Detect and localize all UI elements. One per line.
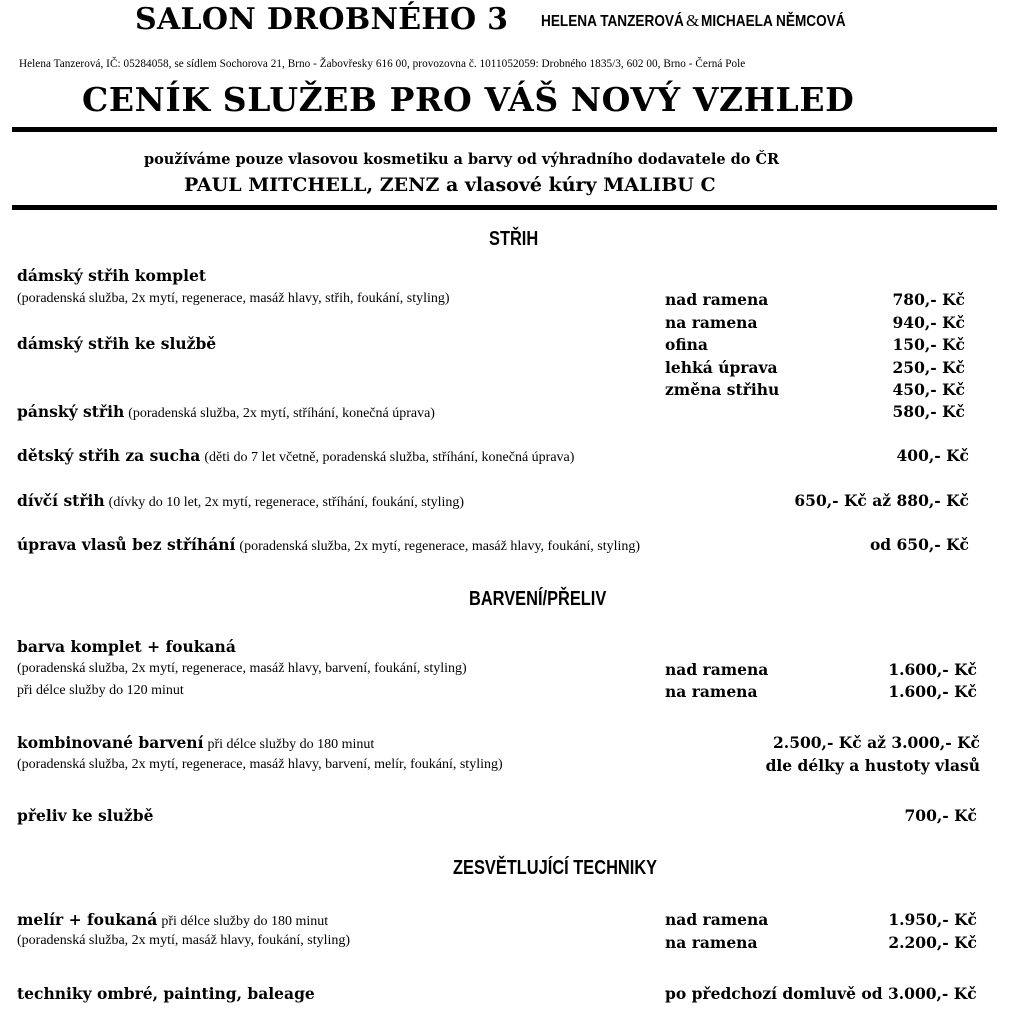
length-option: nad ramena [665, 910, 769, 929]
service-row [17, 446, 574, 466]
length-option: nad ramena [665, 660, 769, 679]
service-description: (poradenská služba, 2x mytí, regenerace, masáž hlavy, střih, foukání, styling) [17, 291, 450, 306]
owners-ampersand: & [686, 11, 700, 30]
service-name: dívčí střih [17, 491, 105, 510]
service-name: dětský střih za sucha [17, 446, 201, 465]
service-price: 580,- Kč [892, 402, 965, 421]
service-name: dámský střih komplet [17, 266, 206, 285]
service-price: 250,- Kč [892, 358, 965, 377]
price-note: dle délky a hustoty vlasů [765, 756, 980, 775]
tagline: používáme pouze vlasovou kosmetiku a barvy od výhradního dodavatele do ČR [144, 151, 780, 168]
service-price: od 650,- Kč [869, 535, 969, 554]
divider [12, 205, 997, 210]
service-price: 1.600,- Kč [888, 660, 977, 679]
service-name: barva komplet + foukaná [17, 637, 236, 656]
divider [12, 127, 997, 132]
service-name: melír + foukaná [17, 910, 158, 929]
page-title: CENÍK SLUŽEB PRO VÁŠ NOVÝ VZHLED [82, 80, 855, 119]
service-price: 700,- Kč [904, 806, 977, 825]
service-price: 2.500,- Kč až 3.000,- Kč [773, 733, 980, 752]
section-heading: ZESVĚTLUJÍCÍ TECHNIKY [453, 857, 658, 879]
service-row [17, 910, 328, 930]
service-name: kombinované barvení [17, 733, 204, 752]
service-option: lehká úprava [665, 358, 778, 377]
owner-name: HELENA TANZEROVÁ [541, 13, 684, 30]
section-heading: STŘIH [489, 228, 539, 250]
service-duration: při délce služby do 120 minut [17, 683, 184, 698]
service-description: (poradenská služba, 2x mytí, regenerace, masáž hlavy, barvení, foukání, styling) [17, 661, 467, 676]
service-description: (dívky do 10 let, 2x mytí, regenerace, stříhání, foukání, styling) [108, 495, 465, 510]
section-heading: BARVENÍ/PŘELIV [469, 588, 607, 610]
length-option: na ramena [665, 313, 758, 332]
length-option: nad ramena [665, 290, 769, 309]
service-price: 450,- Kč [892, 380, 965, 399]
service-price: 650,- Kč až 880,- Kč [794, 491, 969, 510]
length-option: na ramena [665, 933, 758, 952]
service-name: dámský střih ke službě [17, 334, 217, 353]
service-duration: při délce služby do 180 minut [207, 737, 375, 752]
service-description: (poradenská služba, 2x mytí, masáž hlavy, foukání, styling) [17, 933, 351, 948]
service-option: ofina [665, 335, 708, 354]
service-price: 2.200,- Kč [888, 933, 977, 952]
service-description: (děti do 7 let včetně, poradenská služba, stříhání, konečná úprava) [204, 450, 575, 465]
service-option: změna střihu [665, 380, 780, 399]
service-name: úprava vlasů bez stříhání [17, 535, 236, 554]
service-price: 940,- Kč [892, 313, 965, 332]
service-price: 1.950,- Kč [888, 910, 977, 929]
service-description: (poradenská služba, 2x mytí, regenerace, masáž hlavy, foukání, styling) [239, 539, 641, 554]
service-name: přeliv ke službě [17, 806, 154, 825]
service-price: 1.600,- Kč [888, 682, 977, 701]
service-row [17, 733, 374, 753]
service-duration: při délce služby do 180 minut [161, 914, 329, 929]
service-description: (poradenská služba, 2x mytí, stříhání, konečná úprava) [128, 406, 435, 421]
service-price: po předchozí domluvě od 3.000,- Kč [665, 984, 977, 1003]
salon-address: Helena Tanzerová, IČ: 05284058, se sídlem Sochorova 21, Brno - Žabovřesky 616 00, provozovna č. 1011052059: Drobného 1835/3, 602 00, Brno - Černá Pole [19, 58, 746, 70]
service-row [17, 402, 435, 422]
service-price: 150,- Kč [892, 335, 965, 354]
salon-name: SALON DROBNÉHO 3 [135, 2, 509, 37]
service-price: 400,- Kč [896, 446, 969, 465]
service-name: techniky ombré, painting, baleage [17, 984, 315, 1003]
service-row [17, 491, 464, 511]
service-price: 780,- Kč [892, 290, 965, 309]
owner-name: MICHAELA NĚMCOVÁ [701, 13, 846, 30]
service-description: (poradenská služba, 2x mytí, regenerace, masáž hlavy, barvení, melír, foukání, styling) [17, 757, 503, 772]
service-name: pánský střih [17, 402, 125, 421]
brands-line: PAUL MITCHELL, ZENZ a vlasové kúry MALIBU C [184, 174, 716, 196]
salon-owners [541, 13, 709, 31]
length-option: na ramena [665, 682, 758, 701]
service-row [17, 535, 640, 555]
